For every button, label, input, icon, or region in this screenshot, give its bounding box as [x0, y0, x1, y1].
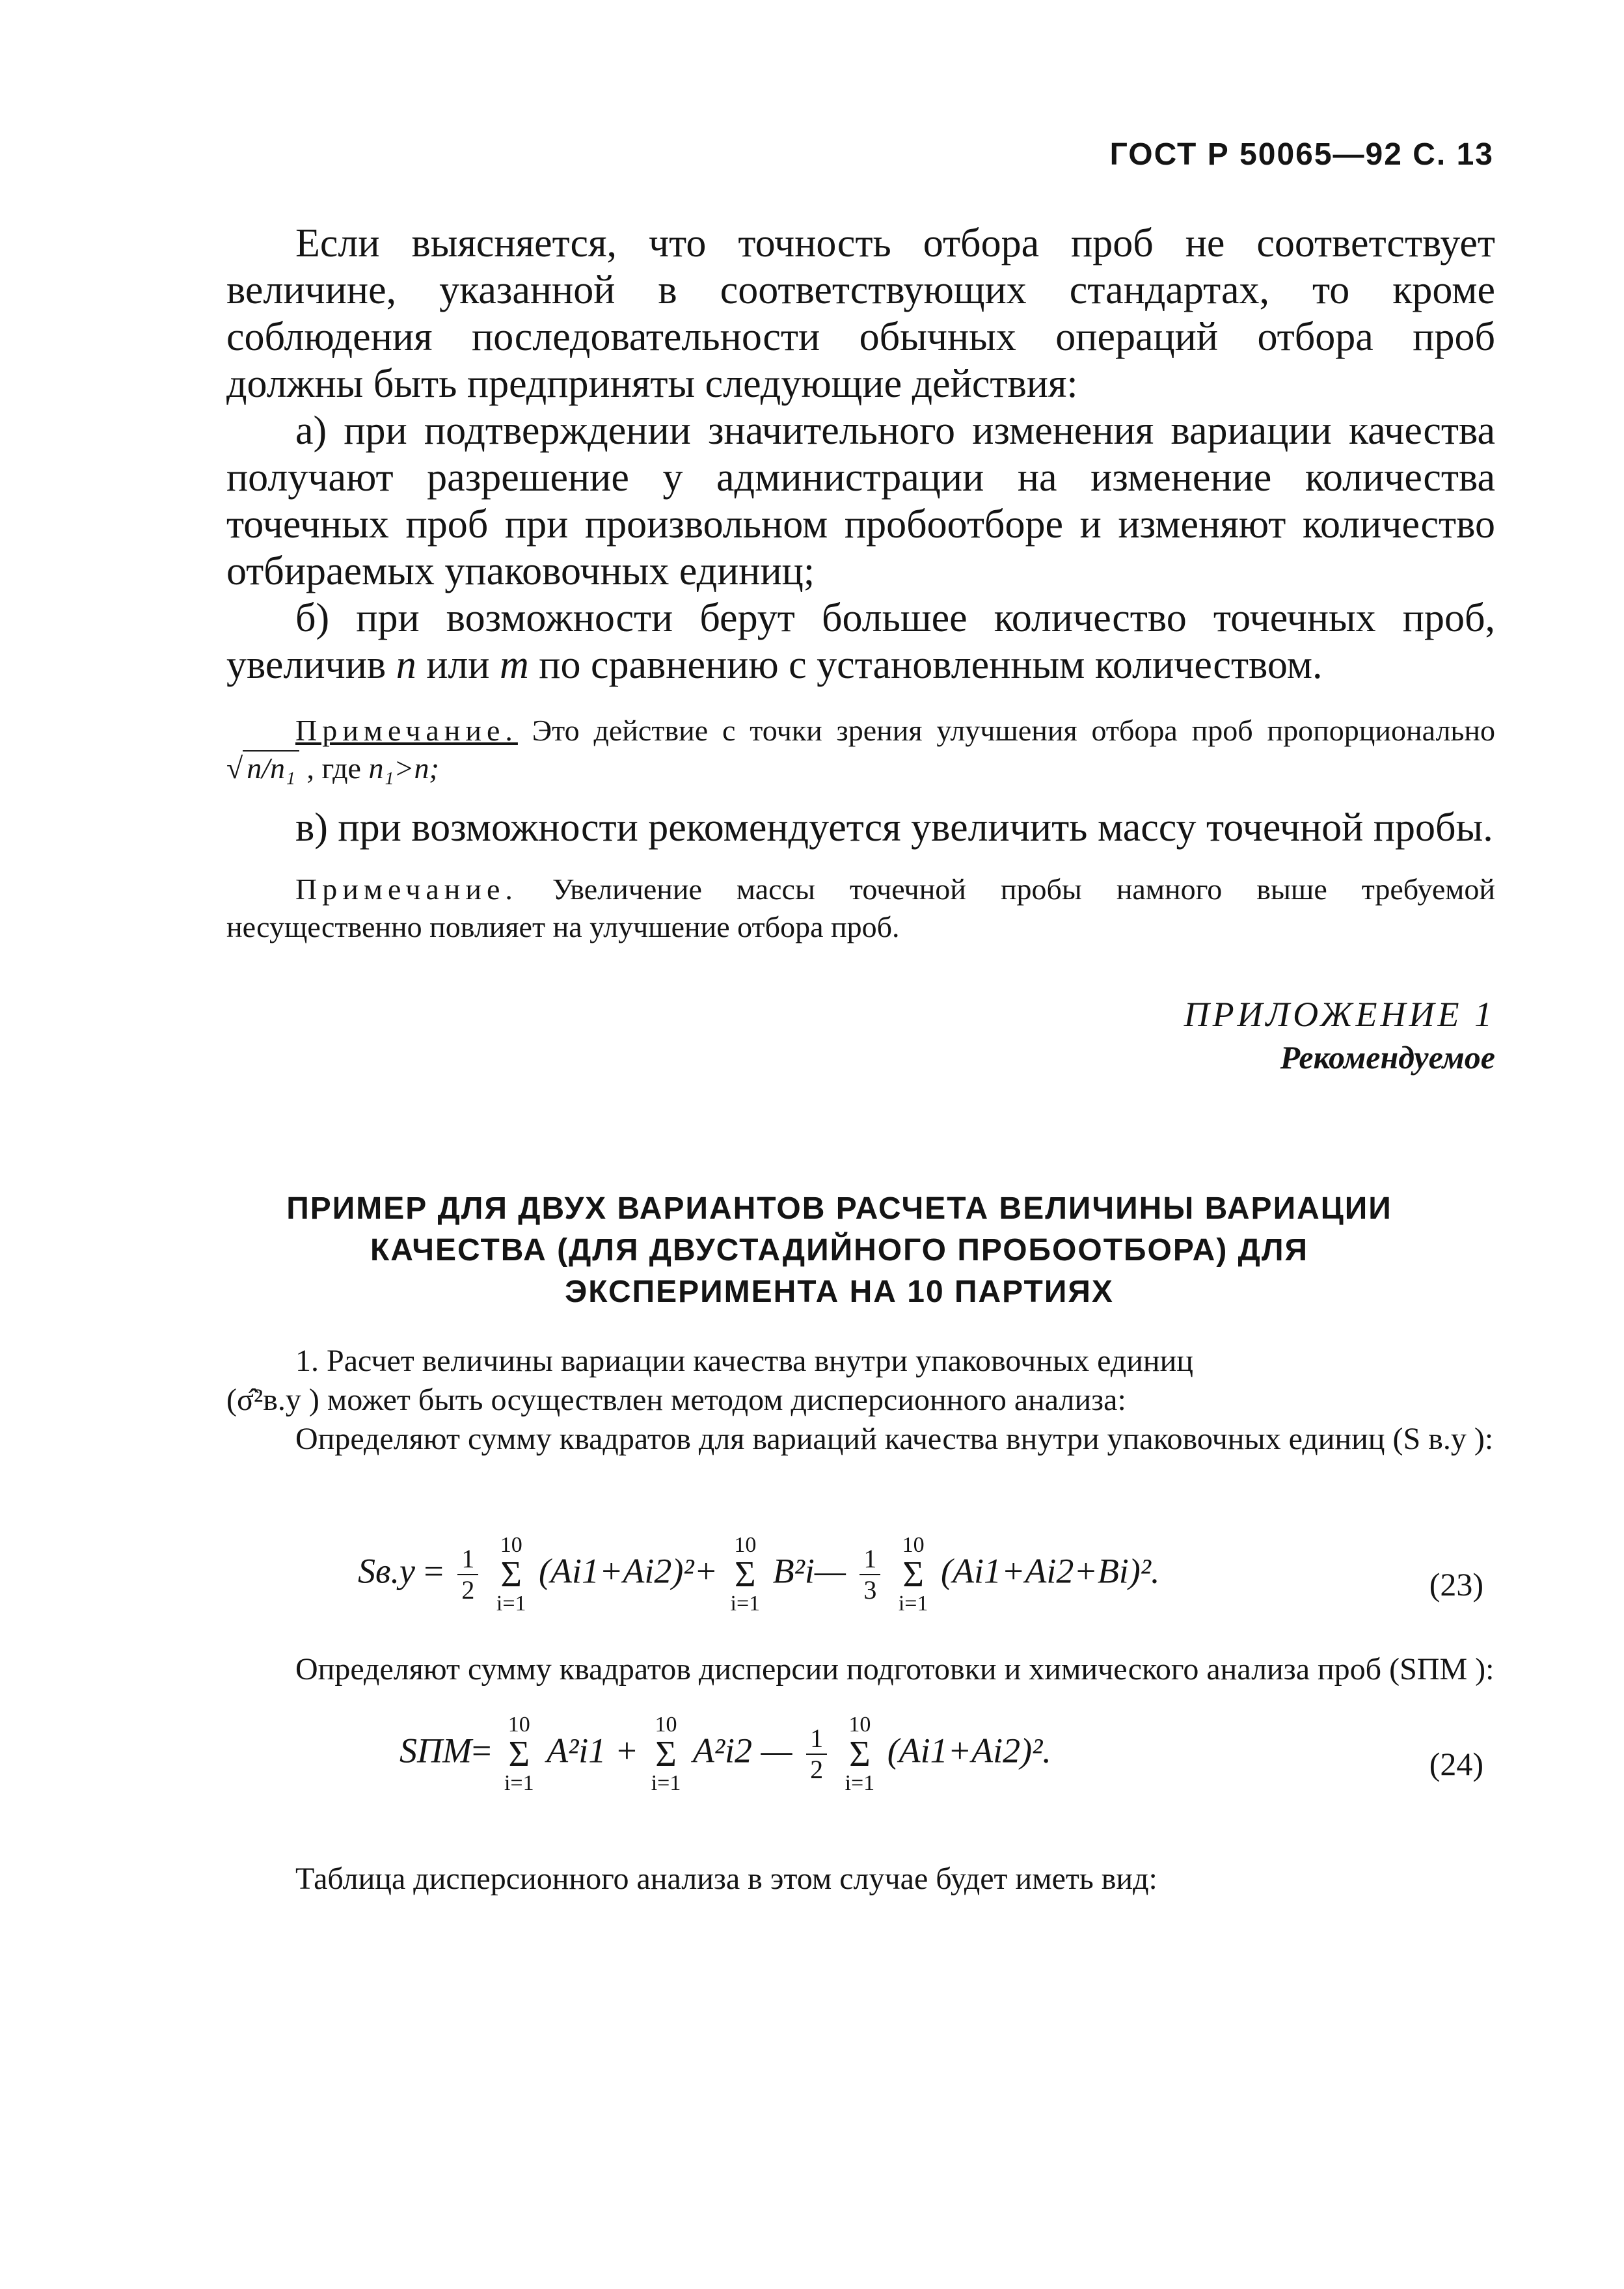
item-a: а) при подтверждении значительного изменения вариации качества получают разрешение у администрации на изменение количества точечных проб при произвольном пробоотборе и изменяют количество отбираемых упаковочных единиц; — [226, 409, 1495, 593]
heading-line-3: ЭКСПЕРИМЕНТА НА 10 ПАРТИЯХ — [565, 1275, 1114, 1309]
appendix-subtitle: Рекомендуемое — [1280, 1039, 1495, 1076]
page-header: ГОСТ Р 50065—92 С. 13 — [1109, 137, 1494, 172]
formula24-number: (24) — [1429, 1746, 1483, 1782]
section2-paragraph-1: 1. Расчет величины вариации качества внутри упаковочных единиц (σ̂²в.у ) может быть осуществлен методом дисперсионного анализа: — [226, 1344, 1193, 1417]
formula24-frac: $\frac{1}{2}$ — [806, 1724, 827, 1785]
section2-paragraph-3: Определяют сумму квадратов дисперсии подготовки и химического анализа проб (SПМ ): — [295, 1652, 1495, 1686]
formula23-sum-2: 10 Σ i=1 — [730, 1533, 761, 1616]
formula23-frac-2: $\frac{1}{3}$ — [859, 1544, 880, 1605]
section2-paragraph-4: Таблица дисперсионного анализа в этом случае будет иметь вид: — [295, 1862, 1157, 1896]
formula23-term-2: B²i— — [772, 1551, 846, 1591]
formula23-lhs: Sв.у — [358, 1551, 415, 1591]
formula23-frac-1: $\frac{1}{2}$ — [457, 1544, 478, 1605]
formula24-lhs: SПМ — [399, 1731, 472, 1770]
heading-line-1: ПРИМЕР ДЛЯ ДВУХ ВАРИАНТОВ РАСЧЕТА ВЕЛИЧИНЫ ВАРИАЦИИ — [286, 1191, 1392, 1226]
formula-23: Sв.у = $\frac{1}{2}$ 10 Σ i=1 (Ai1+Ai2)²+ 10 Σ i=1 B²i— $\frac{1}{3}$ 10 Σ i=1 (Ai1+Ai2+Bi)². (23) — [358, 1533, 1483, 1616]
item-b: б) при возможности берут большее количество точечных проб, увеличив n или m по сравнению с установленным количеством. — [226, 596, 1495, 687]
formula24-term-3: (Ai1+Ai2)². — [887, 1731, 1051, 1770]
note-2: Примечание. Увеличение массы точечной пробы намного выше требуемой несущественно повлияет на улучшение отбора проб. — [226, 873, 1495, 943]
heading-line-2: КАЧЕСТВА (ДЛЯ ДВУСТАДИЙНОГО ПРОБООТБОРА) ДЛЯ — [370, 1233, 1309, 1267]
formula-24: SПМ= 10 Σ i=1 A²i1 + 10 Σ i=1 A²i2 — $\frac{1}{2}$ 10 Σ i=1 (Ai1+Ai2)². (24) — [399, 1713, 1483, 1795]
note-1: Примечание. Это действие с точки зрения улучшения отбора проб пропорционально √ n/n₁ , где n₁>n; — [226, 714, 1495, 785]
formula23-term-1: (Ai1+Ai2)²+ — [539, 1551, 718, 1591]
intro-paragraph: Если выясняется, что точность отбора проб не соответствует величине, указанной в соответствующих стандартах, то кроме соблюдения последовательности обычных операций отбора проб должны быть предприняты следующие действия: — [226, 221, 1495, 406]
appendix-label — [1184, 993, 1495, 1079]
formula23-sum-1: 10 Σ i=1 — [496, 1533, 526, 1616]
section-2 — [226, 1342, 1495, 1459]
main-heading — [195, 1188, 1483, 1313]
formula23-sum-3: 10 Σ i=1 — [898, 1533, 928, 1616]
formula24-term-2: A²i2 — — [692, 1731, 792, 1770]
section-2c — [226, 1860, 1495, 1899]
item-c: в) при возможности рекомендуется увеличить массу точечной пробы. — [295, 806, 1493, 850]
section-1 — [226, 220, 1495, 946]
formula24-term-1: A²i1 + — [547, 1731, 639, 1770]
appendix-title: ПРИЛОЖЕНИЕ 1 — [1184, 995, 1495, 1034]
formula24-sum-3: 10 Σ i=1 — [845, 1713, 875, 1795]
formula23-term-3: (Ai1+Ai2+Bi)². — [940, 1551, 1160, 1591]
section-2b — [226, 1650, 1495, 1689]
formula23-number: (23) — [1429, 1566, 1483, 1603]
formula24-sum-2: 10 Σ i=1 — [651, 1713, 681, 1795]
sqrt-expression: √ n/n₁ — [226, 750, 299, 785]
section2-paragraph-2: Определяют сумму квадратов для вариаций качества внутри упаковочных единиц (S в.у ): — [295, 1422, 1494, 1456]
formula24-sum-1: 10 Σ i=1 — [504, 1713, 534, 1795]
